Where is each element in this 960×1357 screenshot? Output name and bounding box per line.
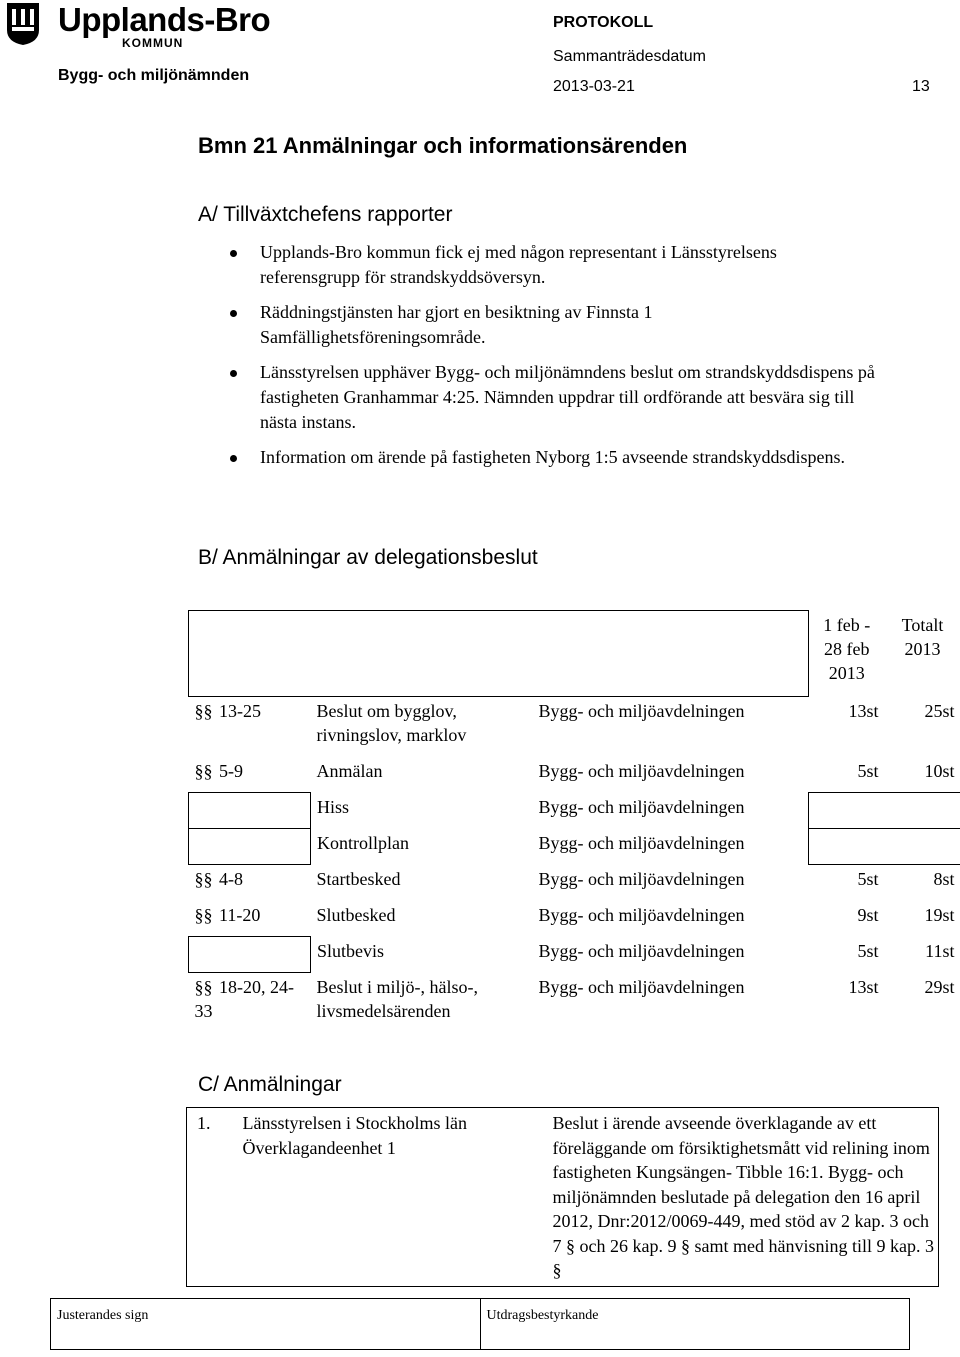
- total-count: 19st: [924, 904, 955, 925]
- matter-cell: Hiss: [317, 796, 350, 817]
- table-row: [189, 757, 960, 793]
- table-row: [189, 697, 960, 757]
- section-b-heading: B/ Anmälningar av delegationsbeslut: [198, 546, 538, 569]
- period-count: 5st: [857, 869, 879, 889]
- matter-cell: Slutbevis: [317, 940, 385, 961]
- paragraph-ref: §§ 13-25: [194, 701, 261, 721]
- board-name: Bygg- och miljönämnden: [58, 67, 250, 84]
- sender-cell: Länsstyrelsen i Stockholms län Överklagandeenhet 1: [242, 1113, 467, 1158]
- paragraph-ref: §§ 4-8: [194, 869, 243, 889]
- footer-justerandes-sign: Justerandes sign: [51, 1299, 481, 1350]
- list-item: Länsstyrelsen upphäver Bygg- och miljönämndens beslut om strandskyddsdispens på fastigheten Granhammar 4:25. Nämnden uppdrar till ordförande att besvära sig till nästa instans.: [260, 360, 880, 435]
- period-header: 1 feb - 28 feb 2013: [823, 614, 871, 683]
- row-number: 1.: [197, 1113, 211, 1133]
- table-header-blank: [189, 611, 809, 697]
- logo-wordmark: Upplands-Bro: [58, 1, 271, 38]
- table-row: [189, 829, 960, 865]
- total-count: 10st: [924, 760, 955, 781]
- period-count: 13st: [848, 700, 879, 721]
- period-count: 5st: [857, 760, 879, 781]
- total-count: 8st: [933, 869, 955, 889]
- page-title: Bmn 21 Anmälningar och informationsärenden: [198, 133, 688, 158]
- paragraph-ref: [189, 829, 311, 865]
- logo-subtitle: KOMMUN: [122, 36, 184, 50]
- description-cell: Beslut i ärende avseende överklagande av ett föreläggande om försiktighetsmått vid relining inom fastigheten Kungsängen- Tibble 16:1. Bygg- och miljönämnden beslutade på delegation den 16 april 2012, Dnr:2012/0069-449, med stöd av 2 kap. 3 och 7 § och 26 kap. 9 § samt med hänvisning till 9 kap. 3 §: [552, 1113, 934, 1280]
- department-cell: Bygg- och miljöavdelningen: [538, 701, 745, 721]
- list-item: Information om ärende på fastigheten Nyborg 1:5 avseende strandskyddsdispens.: [260, 445, 880, 470]
- table-row: [187, 1108, 939, 1287]
- footer-utdragsbestyrkande: Utdragsbestyrkande: [480, 1299, 910, 1350]
- matter-cell: Beslut om bygglov, rivningslov, marklov: [316, 701, 467, 745]
- department-cell: Bygg- och miljöavdelningen: [538, 832, 745, 853]
- department-cell: Bygg- och miljöavdelningen: [538, 976, 745, 997]
- list-item: Upplands-Bro kommun fick ej med någon representant i Länsstyrelsens referensgrupp för strandskyddsöversyn.: [260, 240, 880, 290]
- table-row: [189, 865, 960, 901]
- matter-cell: Beslut i miljö-, hälso-, livsmedelsärenden: [316, 976, 478, 1021]
- paragraph-ref: [189, 793, 311, 829]
- matter-cell: Slutbesked: [316, 904, 396, 925]
- total-count: 29st: [924, 976, 955, 997]
- meeting-date-label: Sammanträdesdatum: [553, 48, 706, 65]
- paragraph-ref: §§ 11-20: [194, 904, 261, 925]
- table-row: [189, 793, 960, 829]
- section-sign-icon: §§: [194, 977, 213, 997]
- department-cell: Bygg- och miljöavdelningen: [538, 904, 745, 925]
- total-count: 11st: [925, 940, 955, 961]
- table-row: [189, 973, 960, 1033]
- matter-cell: Anmälan: [316, 760, 383, 781]
- notification-table: [186, 1107, 939, 1287]
- matter-cell: Startbesked: [316, 868, 401, 889]
- section-sign-icon: §§: [194, 701, 213, 721]
- section-sign-icon: §§: [194, 869, 213, 889]
- municipality-crest-icon: [6, 2, 40, 46]
- total-count: 25st: [924, 700, 955, 721]
- section-a-heading: A/ Tillväxtchefens rapporter: [198, 203, 453, 226]
- matter-cell: Kontrollplan: [317, 832, 409, 853]
- department-cell: Bygg- och miljöavdelningen: [538, 796, 745, 817]
- total-header: Totalt 2013: [901, 614, 944, 659]
- delegation-table: [188, 610, 960, 1033]
- paragraph-ref: §§ 18-20, 24-33: [194, 977, 294, 1021]
- department-cell: Bygg- och miljöavdelningen: [538, 868, 745, 889]
- period-count: 13st: [848, 976, 879, 997]
- document-type: PROTOKOLL: [553, 14, 654, 31]
- department-cell: Bygg- och miljöavdelningen: [538, 940, 745, 961]
- page-number: 13: [912, 78, 930, 95]
- table-row: [189, 901, 960, 937]
- meeting-date: 2013-03-21: [553, 78, 635, 95]
- table-row: [189, 937, 960, 973]
- empty-count-cell: [809, 829, 960, 865]
- section-sign-icon: §§: [194, 760, 213, 781]
- empty-count-cell: [809, 793, 960, 829]
- section-sign-icon: §§: [194, 904, 213, 925]
- signature-footer: [50, 1298, 910, 1350]
- period-count: 9st: [857, 904, 879, 925]
- list-item: Räddningstjänsten har gjort en besiktning av Finnsta 1 Samfällighetsföreningsområde.: [260, 300, 880, 350]
- department-cell: Bygg- och miljöavdelningen: [538, 760, 745, 781]
- paragraph-ref: [189, 937, 311, 973]
- paragraph-ref: §§ 5-9: [194, 760, 243, 781]
- section-c-heading: C/ Anmälningar: [198, 1073, 342, 1096]
- section-a-list: [260, 240, 880, 480]
- period-count: 5st: [857, 940, 879, 961]
